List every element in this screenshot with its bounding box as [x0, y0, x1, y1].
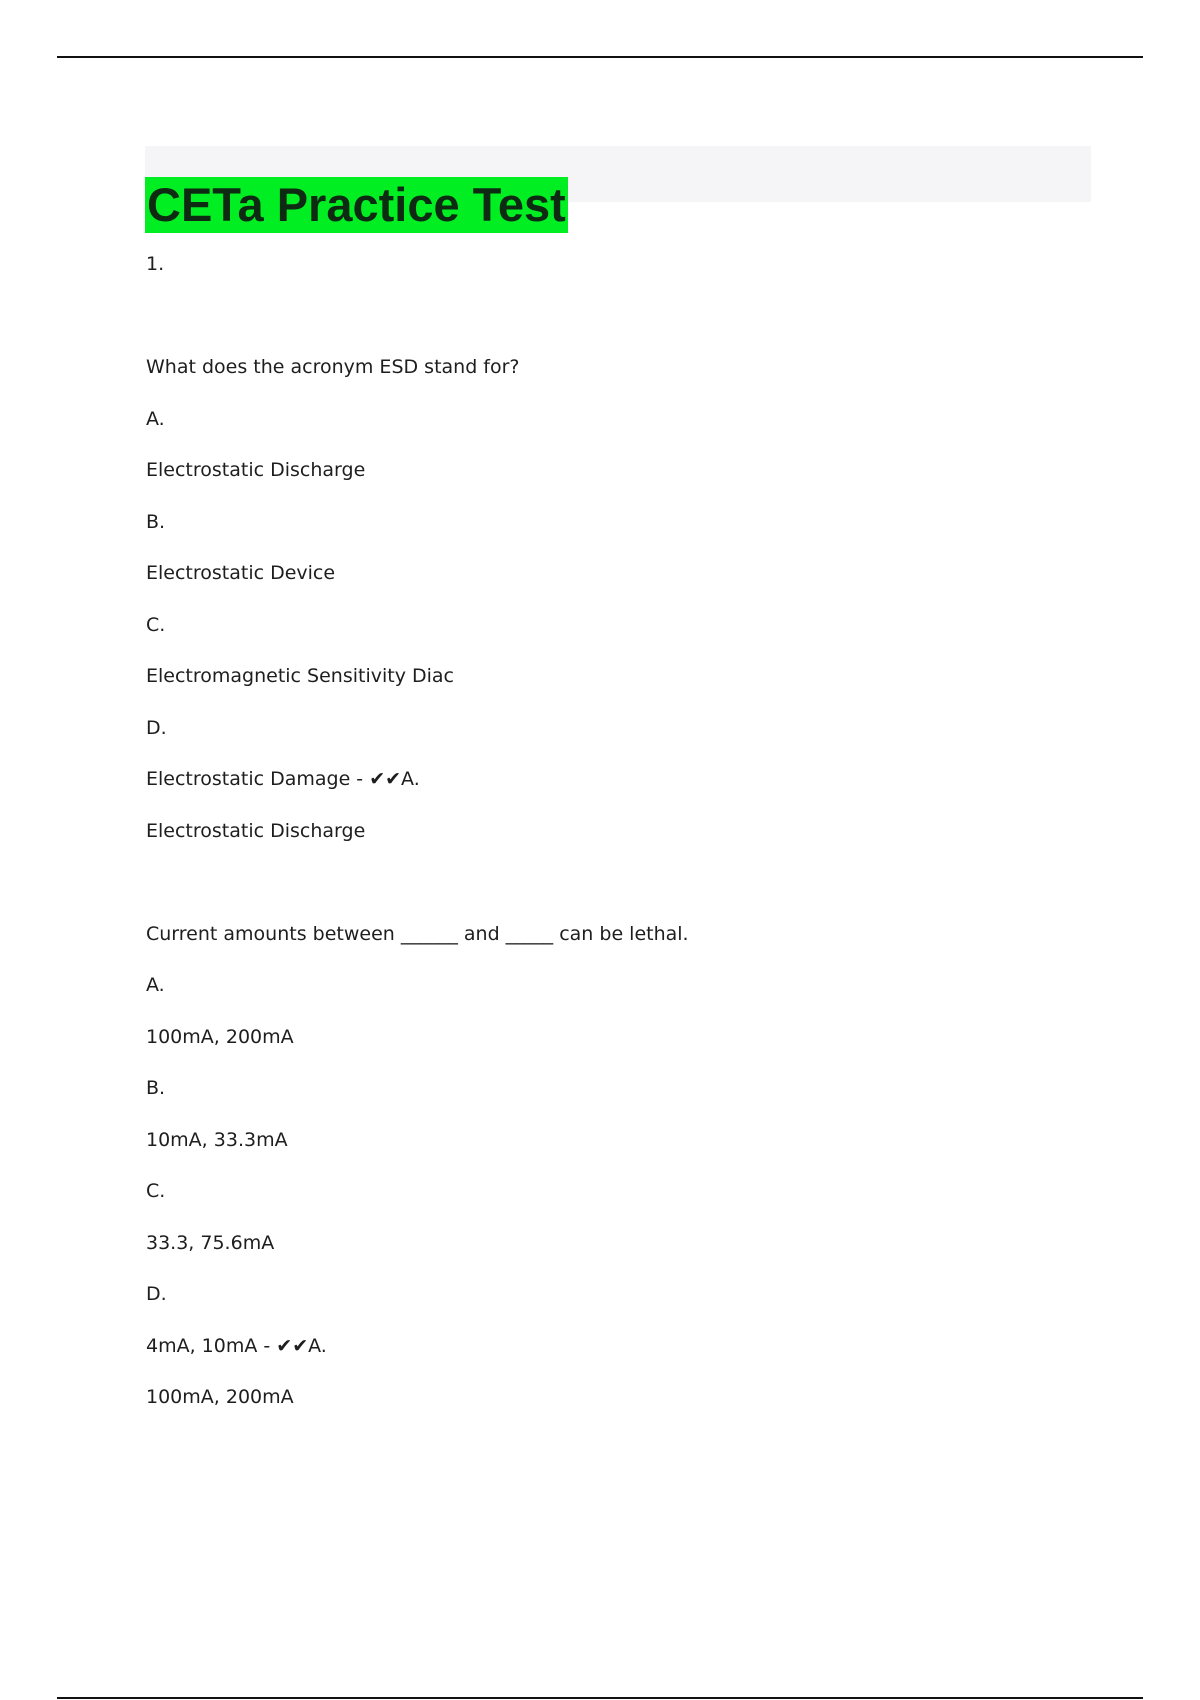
question-prompt: What does the acronym ESD stand for? [146, 356, 520, 378]
option-text: Electromagnetic Sensitivity Diac [146, 665, 454, 687]
option-text: 100mA, 200mA [146, 1025, 294, 1048]
option-label: A. [146, 974, 165, 996]
option-text-with-answer: 4mA, 10mA - ✔✔A. [146, 1334, 327, 1357]
option-text: Electrostatic Discharge [146, 459, 366, 481]
question-prompt: Current amounts between ______ and _____ can be lethal. [146, 922, 689, 945]
option-label: C. [146, 1180, 166, 1202]
option-label: C. [146, 613, 166, 636]
option-text-with-answer: Electrostatic Damage - ✔✔A. [146, 768, 420, 790]
top-rule [57, 56, 1143, 58]
option-text: 33.3, 75.6mA [146, 1231, 275, 1254]
question-number: 1. [146, 253, 165, 275]
option-label: B. [146, 1077, 166, 1099]
bottom-rule [57, 1697, 1143, 1699]
option-label: D. [146, 1283, 167, 1305]
option-text: Electrostatic Device [146, 562, 336, 584]
option-label: B. [146, 510, 166, 533]
document-title: CETa Practice Test [147, 178, 566, 232]
answer-text: Electrostatic Discharge [146, 819, 366, 842]
answer-text: 100mA, 200mA [146, 1386, 294, 1408]
option-label: D. [146, 716, 167, 739]
document-body [146, 252, 1096, 1437]
option-text: 10mA, 33.3mA [146, 1128, 288, 1151]
option-label: A. [146, 407, 165, 430]
